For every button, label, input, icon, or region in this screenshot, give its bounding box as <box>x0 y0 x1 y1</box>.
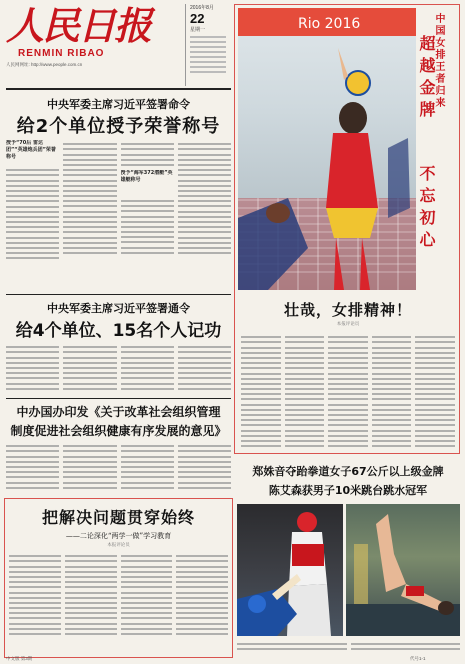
masthead-meta: 人民网网址: http://www.people.com.cn <box>6 62 83 67</box>
article1-sub1: 授予“70后 雷达团”“英雄炮兵团”荣誉称号 <box>6 140 56 160</box>
sports-headline-line1[interactable]: 郑姝音夺跆拳道女子67公斤以上级金牌 <box>252 465 444 478</box>
diving-photo[interactable] <box>346 504 460 636</box>
footer-right: 代号1-1 <box>410 656 426 661</box>
divider-1 <box>6 294 231 295</box>
sports-headline-line2[interactable]: 陈艾森获男子10米跳台跳水冠军 <box>268 484 428 497</box>
article1-headline-small[interactable]: 中央军委主席习近平签署命令 <box>47 98 190 111</box>
article4-box[interactable] <box>4 498 233 658</box>
taekwondo-photo[interactable] <box>237 504 343 636</box>
feature-headline[interactable]: 壮哉，女排精神！ <box>283 301 412 319</box>
article2-headline-small[interactable]: 中央军委主席习近平签署通令 <box>47 302 190 315</box>
diving-illustration <box>346 504 460 636</box>
article4-headline[interactable]: 把解决问题贯穿始终 <box>41 508 195 527</box>
volleyball-illustration <box>238 8 416 290</box>
date-weekday: 星期一 <box>190 27 206 33</box>
article4-subhead: ——二论深化“两学一做”学习教育 <box>65 532 172 540</box>
feature-vertical-title-1: 中国女排王者归来 <box>433 13 444 109</box>
divider-2 <box>6 398 231 399</box>
article3-headline-line2[interactable]: 制度促进社会组织健康有序发展的意见》 <box>10 424 227 438</box>
article3-body <box>6 442 231 494</box>
masthead-logo: 人民日报 <box>6 3 151 48</box>
date-box <box>185 4 230 86</box>
masthead-rule <box>6 88 231 90</box>
feature-byline: 本报评论员 <box>336 322 360 327</box>
article1-headline-main[interactable]: 给2个单位授予荣誉称号 <box>16 116 221 137</box>
feature-vertical-title-3: 不忘初心 <box>417 165 436 253</box>
taekwondo-illustration <box>237 504 343 636</box>
article3-headline-line1[interactable]: 中办国办印发《关于改革社会组织管理 <box>16 405 221 419</box>
date-day: 22 <box>190 11 205 26</box>
article4-byline: 本报评论员 <box>107 543 130 548</box>
feature-vertical-title-2: 超越金牌 <box>417 35 436 123</box>
masthead-subtitle: RENMIN RIBAO <box>18 48 105 59</box>
article2-body <box>6 343 231 395</box>
feature-box[interactable] <box>234 4 460 454</box>
photo-captions <box>237 640 460 654</box>
footer-left: 中文版 第3期 <box>6 656 33 661</box>
article1-sub2: 授予“海军372潜艇”英雄艇称号 <box>120 169 173 183</box>
volleyball-photo[interactable] <box>238 8 416 290</box>
date-month: 2016年8月 <box>190 5 214 11</box>
article4-body <box>5 548 232 648</box>
banner-text: Rio 2016 <box>298 16 361 32</box>
article1-body <box>6 140 231 290</box>
feature-body <box>241 333 455 451</box>
date-details <box>190 36 230 73</box>
article2-headline-main[interactable]: 给4个单位、15名个人记功 <box>15 321 222 341</box>
